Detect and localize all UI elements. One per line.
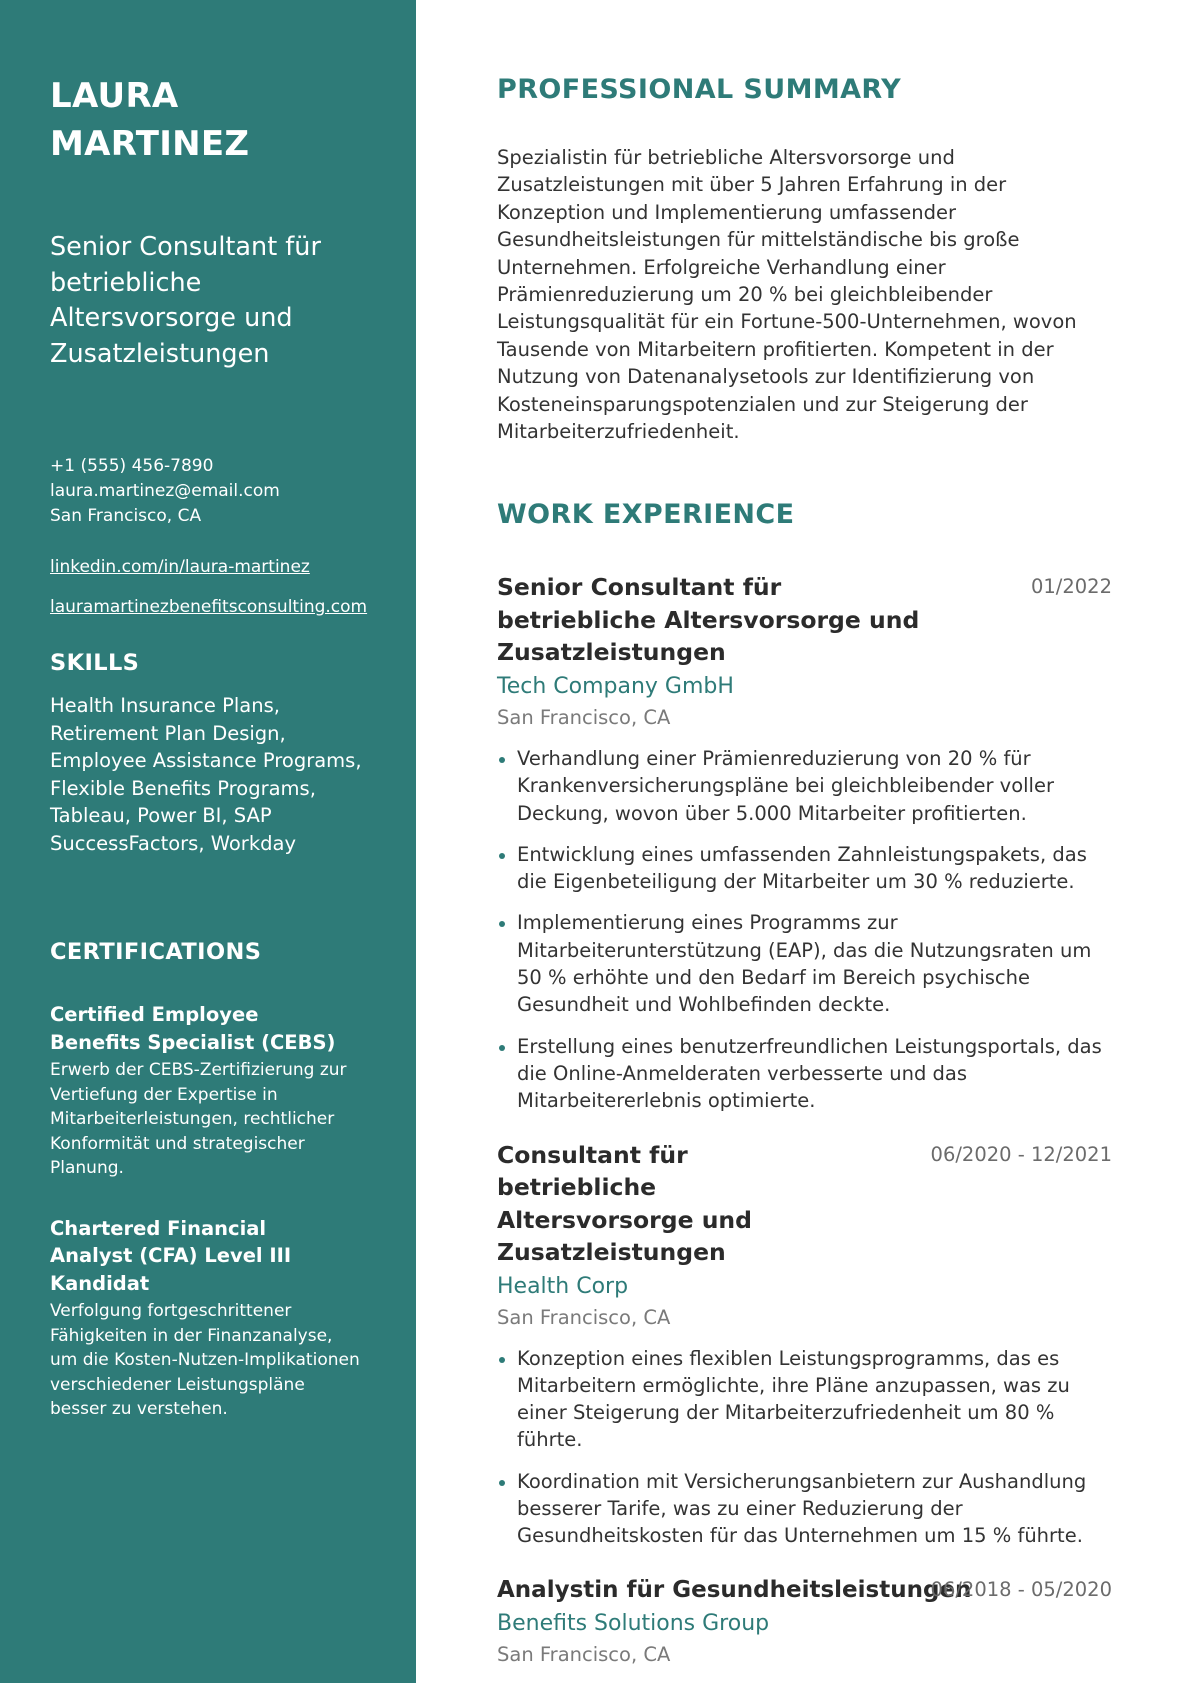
job-location: San Francisco, CA (497, 1305, 671, 1329)
skills-heading: SKILLS (50, 650, 140, 676)
contact-email: laura.martinez@email.com (50, 481, 280, 501)
skills-list: Health Insurance Plans, Retirement Plan Design, Employee Assistance Programs, Flexible Benefits Programs, Tableau, Power BI, SAP SuccessFactors, Workday (50, 694, 362, 855)
job-bullet: Implementierung eines Programms zur Mitarbeiterunterstützung (EAP), das die Nutzungsraten um 50 % erhöhte und den Bedarf im Bereich psychische Gesundheit und Wohlbefinden deckte. (497, 909, 1112, 1018)
job-bullets (497, 1345, 1112, 1550)
certification-title: Chartered Financial Analyst (CFA) Level III Kandidat (50, 1216, 292, 1295)
job-entry (497, 1574, 1112, 1683)
certification-item (50, 1215, 376, 1422)
job-company: Benefits Solutions Group (497, 1611, 770, 1637)
job-company: Health Corp (497, 1273, 629, 1299)
job-date: 06/2018 - 05/2020 (930, 1577, 1112, 1601)
profile-links (50, 555, 376, 620)
summary-heading: PROFESSIONAL SUMMARY (497, 74, 902, 105)
job-bullet: Koordination mit Versicherungsanbietern zur Aushandlung besserer Tarife, was zu einer Reduzierung der Gesundheitskosten für das Unternehmen um 15 % führte. (497, 1468, 1112, 1550)
contact-info (50, 454, 376, 529)
job-date: 01/2022 (1030, 575, 1112, 599)
job-bullet: Konzeption eines flexiblen Leistungsprogramms, das es Mitarbeitern ermöglichte, ihre Pläne anzupassen, was zu einer Steigerung der Mitarbeiterzufriedenheit um 80 % führte. (497, 1345, 1112, 1454)
job-location: San Francisco, CA (497, 1643, 671, 1667)
job-company: Tech Company GmbH (497, 673, 734, 699)
job-bullet: Verhandlung einer Prämienreduzierung von 20 % für Krankenversicherungspläne bei gleichbleibender voller Deckung, wovon über 5.000 Mitarbeiter profitierten. (497, 745, 1112, 827)
contact-location: San Francisco, CA (50, 506, 202, 526)
job-header (497, 571, 1112, 669)
certification-description: Erwerb der CEBS-Zertifizierung zur Vertiefung der Expertise in Mitarbeiterleistungen, rechtlicher Konformität und strategischer Planung. (50, 1060, 347, 1178)
certifications-heading: CERTIFICATIONS (50, 939, 262, 965)
job-title: Senior Consultant für betriebliche Altersvorsorge und Zusatzleistungen (497, 573, 920, 667)
job-entry (497, 571, 1112, 1114)
job-bullet: Entwicklung eines umfassenden Zahnleistungspakets, das die Eigenbeteiligung der Mitarbeiter um 30 % reduzierte. (497, 841, 1112, 896)
main-content (497, 0, 1112, 1683)
job-header (497, 1139, 1112, 1269)
job-bullet: Erstellung eines benutzerfreundlichen Leistungsportals, das die Online-Anmelderaten verbesserte und das Mitarbeitererlebnis optimierte. (497, 1033, 1112, 1115)
certification-item (50, 1001, 376, 1181)
job-entry (497, 1139, 1112, 1550)
linkedin-link[interactable]: linkedin.com/in/laura-martinez (50, 557, 310, 577)
candidate-name: LAURA MARTINEZ (50, 76, 250, 164)
contact-phone: +1 (555) 456-7890 (50, 456, 214, 476)
job-title: Analystin für Gesundheitsleistungen (497, 1576, 972, 1603)
job-location: San Francisco, CA (497, 705, 671, 729)
work-experience-heading: WORK EXPERIENCE (497, 499, 795, 531)
sidebar (0, 0, 416, 1683)
candidate-headline: Senior Consultant für betriebliche Altersvorsorge und Zusatzleistungen (50, 232, 321, 369)
job-bullets (497, 745, 1112, 1115)
job-date: 06/2020 - 12/2021 (930, 1142, 1112, 1166)
job-header (497, 1574, 1112, 1607)
certification-description: Verfolgung fortgeschrittener Fähigkeiten in der Finanzanalyse, um die Kosten-Nutzen-Implikationen verschiedener Leistungspläne besser zu verstehen. (50, 1301, 360, 1419)
job-title: Consultant für betriebliche Altersvorsorge und Zusatzleistungen (497, 1140, 752, 1267)
summary-text: Spezialistin für betriebliche Altersvorsorge und Zusatzleistungen mit über 5 Jahren Erfahrung in der Konzeption und Implementierung umfassender Gesundheitsleistungen für mittelständische bis große Unternehmen. Erfolgreiche Verhandlung einer Prämienreduzierung um 20 % bei gleichbleibender Leistungsqualität für ein Fortune-500-Unternehmen, wovon Tausende von Mitarbeitern profitierten. Kompetent in der Nutzung von Datenanalysetools zur Identifizierung von Kosteneinsparungspotenzialen und zur Steigerung der Mitarbeiterzufriedenheit. (497, 146, 1077, 444)
website-link[interactable]: lauramartinezbenefitsconsulting.com (50, 597, 368, 617)
certification-title: Certified Employee Benefits Specialist (CEBS) (50, 1003, 336, 1054)
